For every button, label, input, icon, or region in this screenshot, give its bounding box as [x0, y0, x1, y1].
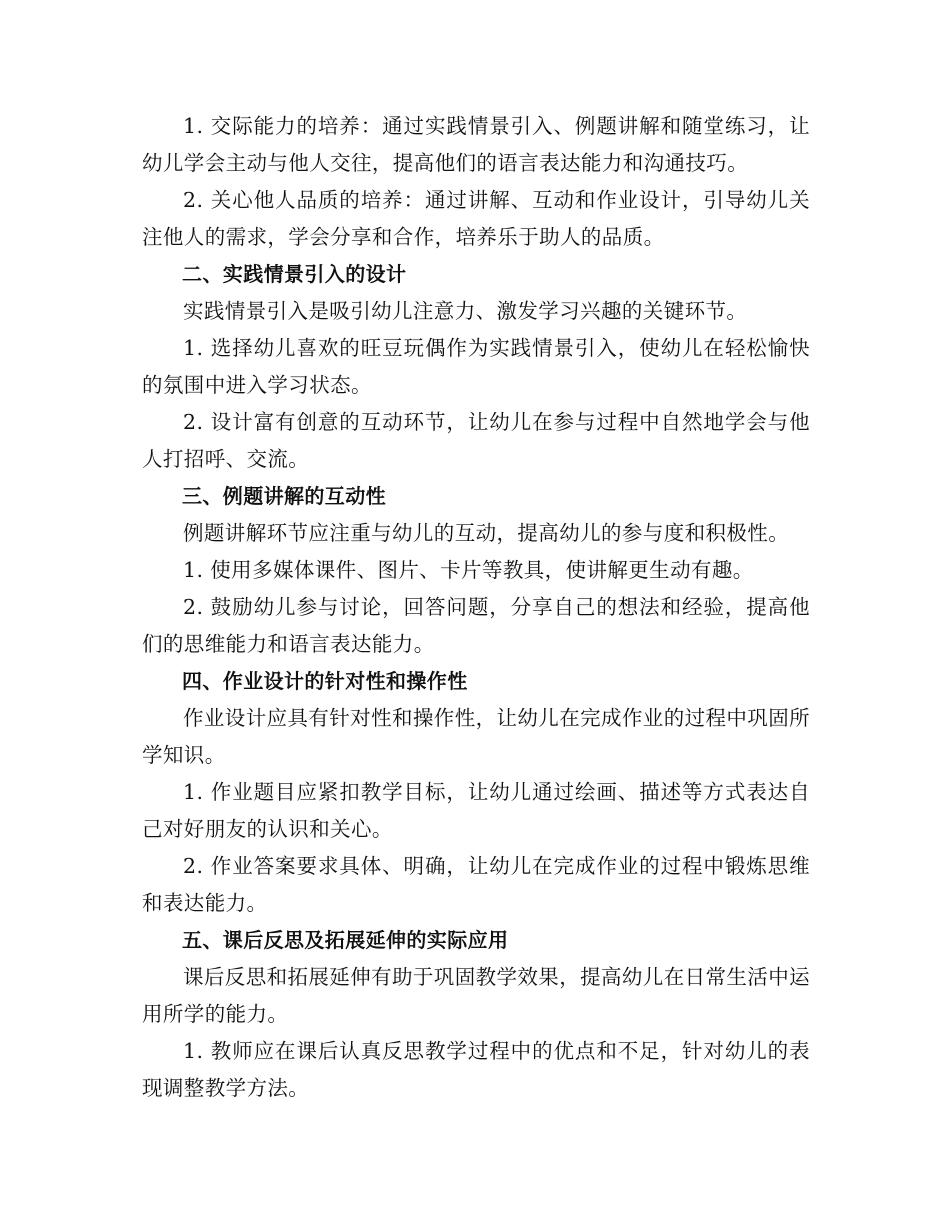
paragraph-homework-answers: 2. 作业答案要求具体、明确，让幼儿在完成作业的过程中锻炼思维和表达能力。: [142, 854, 810, 915]
paragraph-example-interaction: 例题讲解环节应注重与幼儿的互动，提高幼儿的参与度和积极性。: [183, 521, 790, 545]
paragraph-puppet-intro: 1. 选择幼儿喜欢的旺豆玩偶作为实践情景引入，使幼儿在轻松愉快的氛围中进入学习状态。: [142, 336, 810, 397]
paragraph-caring-quality: 2. 关心他人品质的培养：通过讲解、互动和作业设计，引导幼儿关注他人的需求，学会分享和合作，培养乐于助人的品质。: [142, 188, 810, 249]
paragraph-discussion: 2. 鼓励幼儿参与讨论，回答问题，分享自己的想法和经验，提高他们的思维能力和语言表达能力。: [142, 595, 810, 656]
section-heading-4: 四、作业设计的针对性和操作性: [182, 669, 468, 693]
paragraph-homework-design: 作业设计应具有针对性和操作性，让幼儿在完成作业的过程中巩固所学知识。: [142, 706, 810, 767]
section-heading-3: 三、例题讲解的互动性: [182, 484, 386, 508]
paragraph-creative-interaction: 2. 设计富有创意的互动环节，让幼儿在参与过程中自然地学会与他人打招呼、交流。: [142, 410, 810, 471]
paragraph-homework-topics: 1. 作业题目应紧扣教学目标，让幼儿通过绘画、描述等方式表达自己对好朋友的认识和关心。: [142, 780, 810, 841]
paragraph-intro-scenario: 实践情景引入是吸引幼儿注意力、激发学习兴趣的关键环节。: [183, 299, 748, 323]
section-heading-2: 二、实践情景引入的设计: [182, 262, 407, 286]
document-body: [142, 108, 810, 1107]
paragraph-multimedia: 1. 使用多媒体课件、图片、卡片等教具，使讲解更生动有趣。: [183, 558, 754, 582]
section-heading-5: 五、课后反思及拓展延伸的实际应用: [182, 928, 509, 952]
paragraph-reflection: 课后反思和拓展延伸有助于巩固教学效果，提高幼儿在日常生活中运用所学的能力。: [142, 965, 810, 1026]
paragraph-teacher-reflection: 1. 教师应在课后认真反思教学过程中的优点和不足，针对幼儿的表现调整教学方法。: [142, 1039, 810, 1100]
paragraph-communication-skills: 1. 交际能力的培养：通过实践情景引入、例题讲解和随堂练习，让幼儿学会主动与他人交往，提高他们的语言表达能力和沟通技巧。: [142, 114, 810, 175]
